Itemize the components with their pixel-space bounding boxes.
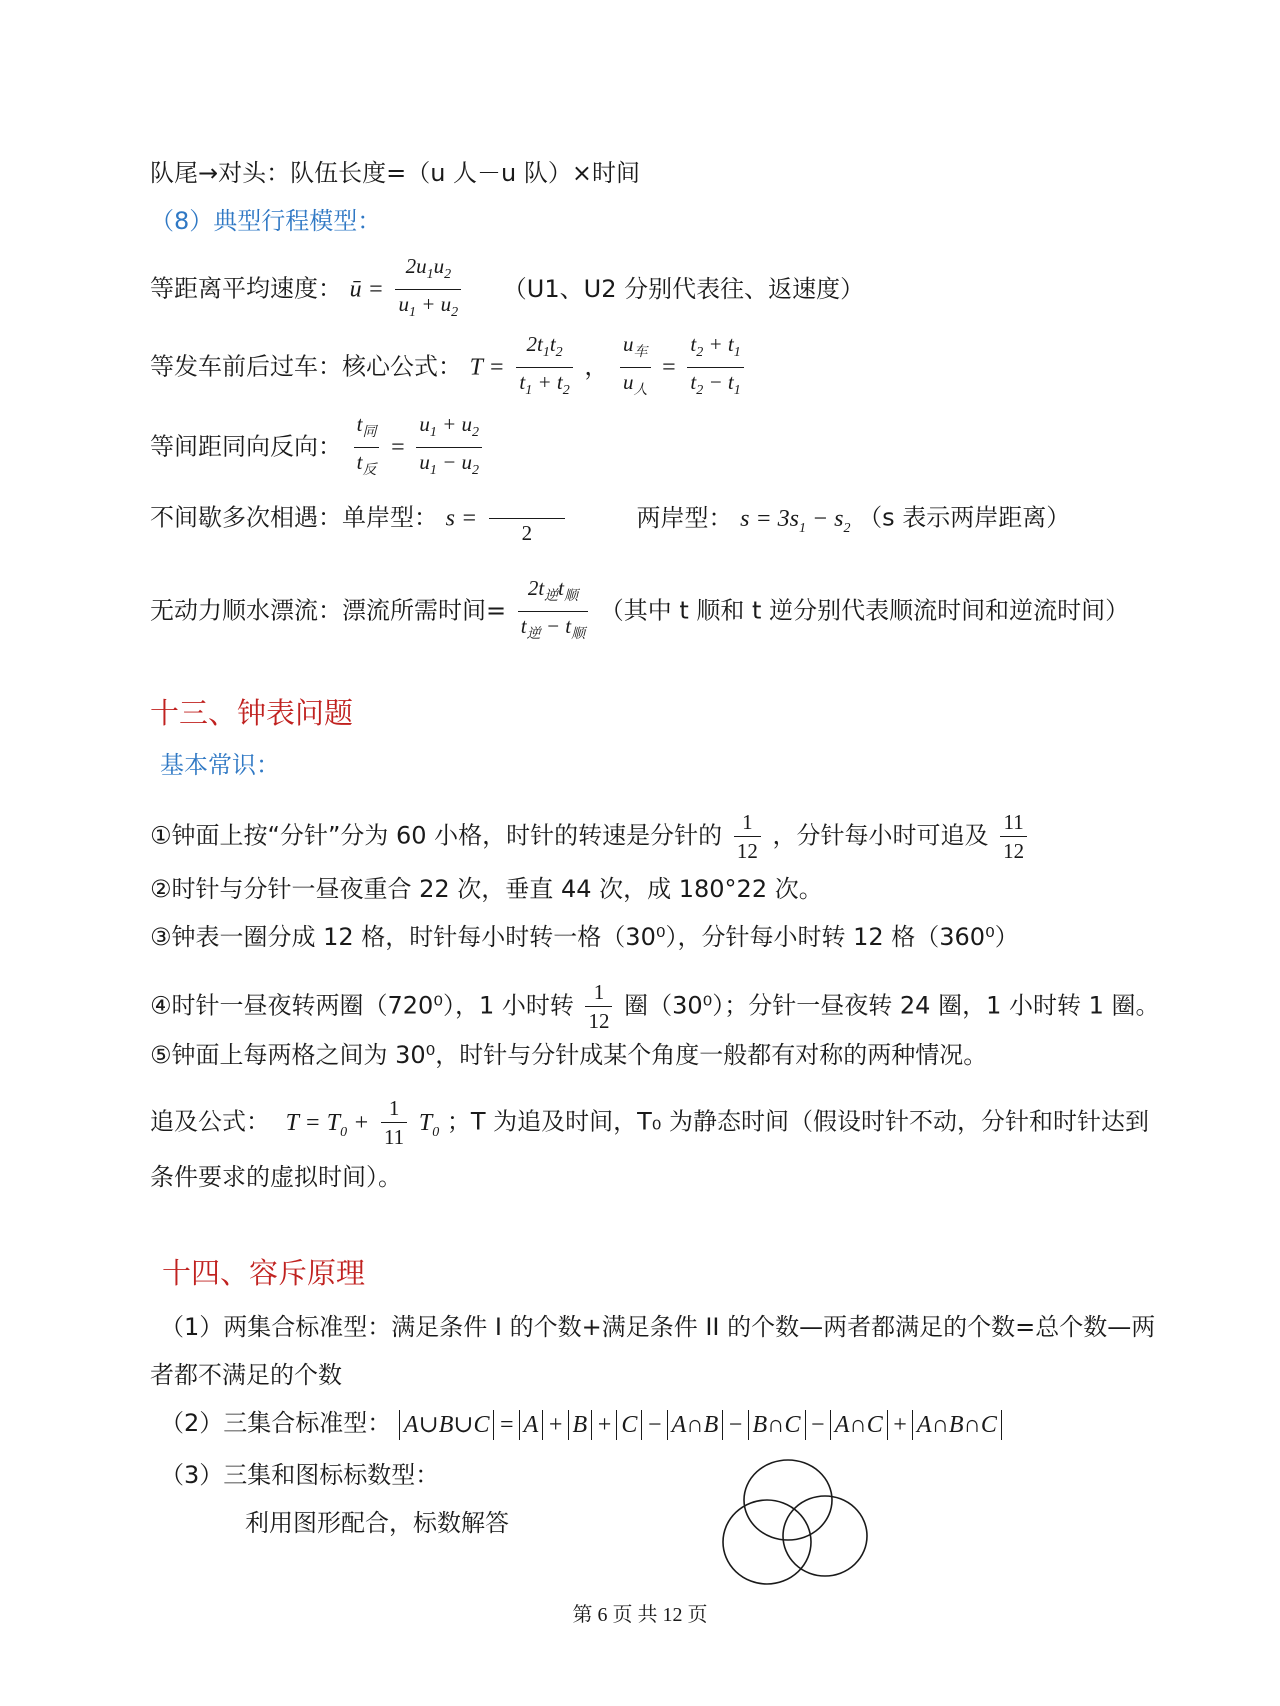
section13-title: 十三、钟表问题	[150, 696, 354, 730]
clock-item-2: ②时针与分针一昼夜重合 22 次，垂直 44 次，成 180°22 次。	[150, 875, 823, 903]
fraction-1-12-turn: $\frac{1}{12}$	[585, 978, 612, 1035]
inclusion-item-1: （1）两集合标准型：满足条件 I 的个数+满足条件 II 的个数—两者都满足的个数=总个数—两	[160, 1313, 1156, 1341]
meet-two-note: （s 表示两岸距离）	[858, 503, 1071, 532]
meet-label: 不间歇多次相遇：单岸型：	[150, 503, 438, 532]
chase-desc-continued: 条件要求的虚拟时间）。	[150, 1163, 402, 1191]
venn-diagram	[712, 1458, 872, 1588]
bus-line: 等发车前后过车：核心公式： T = $\frac{2t_1t_2}{t_1 + t_2}$ ， $\frac{u_车}{u_人}$ = $\frac{t_2 + t_1}{t_2 - t_1}$	[150, 330, 748, 405]
three-set-formula: A∪B∪C =A + B + C − A∩B − B∩C − A∩C + A∩B∩C	[399, 1411, 1002, 1437]
avg-speed-note: （U1、U2 分别代表往、返速度）	[502, 274, 865, 303]
avg-speed-line	[150, 252, 864, 327]
drift-label: 无动力顺水漂流：漂流所需时间=	[150, 596, 507, 625]
time-ratio-fraction: $\frac{t_2 + t_1}{t_2 - t_1}$	[687, 330, 743, 405]
venn-circle-left	[723, 1500, 811, 1584]
avg-speed-formula: ū =	[349, 276, 384, 303]
avg-speed-label: 等距离平均速度：	[150, 274, 342, 303]
drift-line	[150, 574, 1129, 649]
chase-formula-line: 追及公式： $T = T_0$ + $\frac{1}{11}$ $T_0$ ；T 为追及时间，T₀ 为静态时间（假设时针不动，分针和时针达到	[150, 1096, 1150, 1149]
drift-fraction: $\frac{2t_逆t_顺}{t_逆 - t_顺}$	[518, 574, 588, 649]
meet-two-label: 两岸型：	[636, 503, 733, 532]
venn-circle-top	[744, 1460, 832, 1540]
bus-label: 等发车前后过车：核心公式：	[150, 352, 462, 381]
fraction-1-12: $\frac{1}{12}$	[734, 808, 761, 865]
bus-speed-ratio-fraction: $\frac{u_车}{u_人}$	[620, 330, 651, 405]
meet-single-fraction: 2	[489, 490, 565, 547]
queue-length-line: 队尾→对头：队伍长度=（u 人－u 队）×时间	[150, 159, 641, 187]
interval-speed-fraction: $\frac{u_1 + u_2}{u_1 - u_2}$	[416, 410, 482, 485]
chase-fraction: $\frac{1}{11}$	[381, 1094, 407, 1151]
clock-item-5: ⑤钟面上每两格之间为 30⁰，时针与分针成某个角度一般都有对称的两种情况。	[150, 1041, 988, 1069]
section13-subheading: 基本常识：	[160, 751, 280, 779]
inclusion-item-1-continued: 者都不满足的个数	[150, 1361, 342, 1389]
clock-item-3: ③钟表一圈分成 12 格，时针每小时转一格（30⁰），分针每小时转 12 格（360⁰）	[150, 923, 1019, 951]
fraction-11-12: $\frac{11}{12}$	[1000, 808, 1027, 865]
meet-line: 不间歇多次相遇：单岸型： s = 2 两岸型： $s = 3s_1 - s_2$ （s 表示两岸距离）	[150, 490, 1070, 547]
meet-two-formula: $s = 3s_1 - s_2$	[740, 505, 851, 536]
section14-title: 十四、容斥原理	[162, 1256, 366, 1290]
interval-line: 等间距同向反向： $\frac{t_同}{t_反}$ = $\frac{u_1 + u_2}{u_1 - u_2}$	[150, 410, 486, 485]
drift-note: （其中 t 顺和 t 逆分别代表顺流时间和逆流时间）	[599, 596, 1130, 625]
interval-label: 等间距同向反向：	[150, 432, 342, 461]
inclusion-item-3-desc: 利用图形配合，标数解答	[245, 1509, 509, 1537]
clock-item-4: ④时针一昼夜转两圈（720⁰），1 小时转 $\frac{1}{12}$ 圈（30⁰）；分针一昼夜转 24 圈，1 小时转 1 圈。	[150, 980, 1160, 1033]
interval-time-fraction: $\frac{t_同}{t_反}$	[354, 410, 380, 485]
inclusion-item-2: （2）三集合标准型： A∪B∪C =A + B + C − A∩B − B∩C − A∩C + A∩B∩C	[160, 1406, 1002, 1441]
bus-period-fraction: $\frac{2t_1t_2}{t_1 + t_2}$	[516, 330, 572, 405]
clock-item-1: ①钟面上按“分针”分为 60 小格，时针的转速是分针的 $\frac{1}{12}$ ，分针每小时可追及 $\frac{11}{12}$	[150, 808, 1031, 865]
inclusion-item-3: （3）三集和图标标数型：	[160, 1461, 440, 1489]
avg-speed-fraction: $\frac{2u_1u_2}{u_1 + u_2}$	[395, 252, 461, 327]
page-footer: 第 6 页 共 12 页	[572, 1604, 708, 1626]
venn-circle-right	[783, 1496, 867, 1576]
heading-typical-travel-models: （8）典型行程模型：	[150, 207, 382, 235]
